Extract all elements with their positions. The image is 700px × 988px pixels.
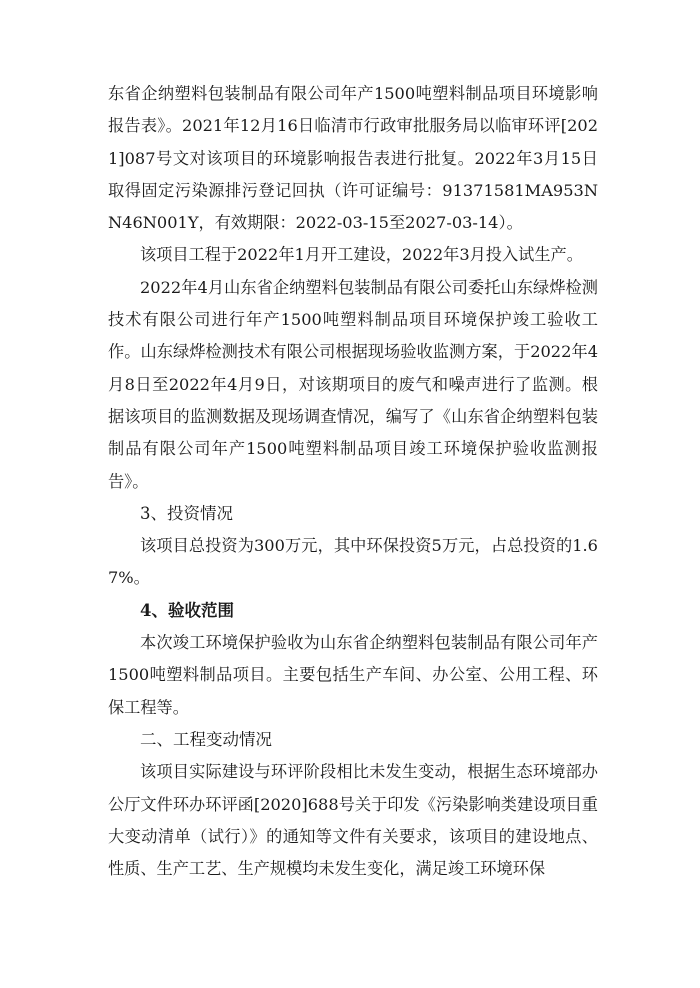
paragraph-construction-dates: 该项目工程于2022年1月开工建设，2022年3月投入试生产。 bbox=[140, 245, 583, 265]
paragraph-acceptance-scope: 本次竣工环境保护验收为山东省企纳塑料包装制品有限公司年产1500吨塑料制品项目。主要包括生产车间、办公室、公用工程、环保工程等。 bbox=[108, 633, 598, 717]
section-heading-investment: 3、投资情况 bbox=[140, 503, 233, 523]
section-heading-acceptance-scope: 4、验收范围 bbox=[140, 600, 234, 620]
document-body bbox=[108, 78, 598, 885]
paragraph-monitoring: 2022年4月山东省企纳塑料包装制品有限公司委托山东绿烨检测技术有限公司进行年产1500吨塑料制品项目环境保护竣工验收工作。山东绿烨检测技术有限公司根据现场验收监测方案，于2022年4月8日至2022年4月9日，对该期项目的废气和噪声进行了监测。根据该项目的监测数据及现场调查情况，编写了《山东省企纳塑料包装制品有限公司年产1500吨塑料制品项目竣工环境保护验收监测报告》。 bbox=[108, 277, 598, 491]
chapter-heading-changes: 二、工程变动情况 bbox=[140, 729, 272, 749]
paragraph-changes: 该项目实际建设与环评阶段相比未发生变动，根据生态环境部办公厅文件环办环评函[2020]688号关于印发《污染影响类建设项目重大变动清单（试行）》的通知等文件有关要求，该项目的建设地点、性质、生产工艺、生产规模均未发生变化，满足竣工环境环保 bbox=[108, 762, 598, 879]
paragraph-approval-history: 东省企纳塑料包装制品有限公司年产1500吨塑料制品项目环境影响报告表》。2021年12月16日临清市行政审批服务局以临审环评[2021]087号文对该项目的环境影响报告表进行批复。2022年3月15日取得固定污染源排污登记回执（许可证编号：91371581MA953NN46N001Y，有效期限：2022-03-15至2027-03-14）。 bbox=[108, 84, 598, 233]
paragraph-investment: 该项目总投资为300万元，其中环保投资5万元，占总投资的1.67%。 bbox=[108, 536, 598, 588]
